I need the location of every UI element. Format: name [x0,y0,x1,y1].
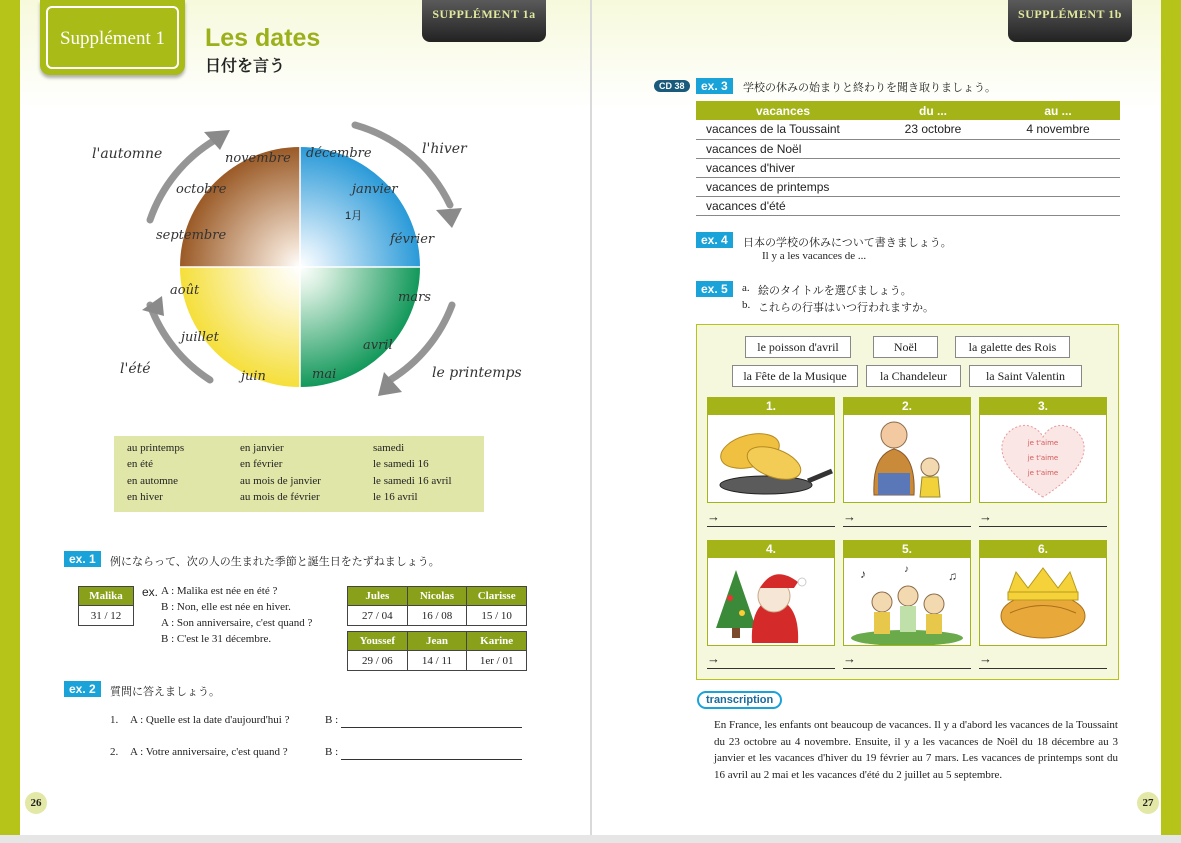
month-fevrier: février [390,232,435,247]
answer-line-2[interactable] [843,509,971,527]
question-2-number: 2. [110,746,119,758]
month-juillet: juillet [181,330,219,345]
person-name: Karine [467,632,527,651]
vacation-end[interactable] [996,196,1120,215]
ex1-instruction: 例にならって、次の人の生まれた季節と誕生日をたずねましょう。 [110,556,440,568]
supplement-tab-1a: SUPPLÉMENT 1a [422,0,546,42]
cd-track-badge: CD 38 [654,80,690,92]
example-date: 31 / 12 [79,606,134,626]
season-autumn: l'automne [92,146,163,162]
arrow-5: → [843,651,856,666]
question-1-text: A : Quelle est la date d'aujourd'hui ? [130,714,290,726]
expr-0-0: au printemps [127,442,185,454]
vacation-name: vacances d'été [696,196,870,215]
vacation-start[interactable] [870,158,996,177]
svg-text:♪: ♪ [904,564,909,575]
table-row [696,196,1120,215]
ex3-label: ex. 3 [696,78,733,94]
person-date: 15 / 10 [467,606,527,626]
arrow-4: → [707,651,720,666]
ex5-b-marker: b. [742,299,751,311]
ex5-a-instruction: 絵のタイトルを選びましょう。 [758,285,912,297]
example-name: Malika [79,587,134,606]
expr-1-1: en février [240,458,283,470]
ex2-instruction: 質問に答えましょう。 [110,686,220,698]
expr-1-0: en été [127,458,153,470]
picture-card-6 [979,540,1107,646]
vacation-start[interactable] [870,139,996,158]
page-number-left: 26 [25,792,47,814]
crepe-pan-illustration [708,415,834,502]
month-janvier: janvier [352,182,398,197]
ex4-instruction: 日本の学校の休みについて書きましょう。 [743,237,952,249]
people-table-row1 [347,586,527,626]
dialogue-line-3: A : Son anniversaire, c'est quand ? [161,617,313,629]
expr-2-1: au mois de janvier [240,475,321,487]
month-octobre: octobre [176,182,227,197]
title-option-chandeleur[interactable]: la Chandeleur [866,365,961,387]
question-2-b: B : [325,746,339,758]
answer-line-1[interactable] [341,727,522,728]
person-date: 14 / 11 [407,651,467,671]
answer-line-4[interactable] [707,651,835,669]
month-mai: mai [312,367,337,382]
expr-1-2: le samedi 16 [373,458,429,470]
ex1-label: ex. 1 [64,551,101,567]
arrow-2: → [843,509,856,524]
ex5-a-marker: a. [742,282,750,294]
vacation-name: vacances de la Toussaint [696,120,870,139]
vacation-end[interactable] [996,139,1120,158]
season-summer: l'été [120,361,151,377]
picture-card-1 [707,397,835,503]
question-1-b: B : [325,714,339,726]
title-option-galette-des-rois[interactable]: la galette des Rois [955,336,1070,358]
supplement-label: Supplément 1 [59,28,166,49]
vacation-end[interactable] [996,158,1120,177]
person-name: Youssef [348,632,408,651]
person-name: Nicolas [407,587,467,606]
person-date: 27 / 04 [348,606,408,626]
title-option-saint-valentin[interactable]: la Saint Valentin [969,365,1082,387]
month-juin: juin [241,369,266,384]
picture-number: 6. [980,541,1106,558]
ex2-label: ex. 2 [64,681,101,697]
page-title: Les dates [205,24,321,52]
january-kanji-label: 1月 [345,210,363,222]
expr-0-2: samedi [373,442,405,454]
right-margin-bar [1161,0,1181,835]
heart-text: je t'aime [1027,469,1059,477]
santa-tree-illustration [708,558,834,645]
arrow-1: → [707,509,720,524]
picture-card-5 [843,540,971,646]
expr-3-0: en hiver [127,491,163,503]
month-mars: mars [398,290,431,305]
heart-illustration [980,415,1106,502]
ex4-prompt: Il y a les vacances de ... [762,250,867,262]
page-subtitle: 日付を言う [205,58,286,75]
svg-text:♪: ♪ [860,567,866,581]
expr-3-1: au mois de février [240,491,320,503]
picture-number: 3. [980,398,1106,415]
vacation-table [696,101,1120,216]
month-aout: août [170,283,200,298]
ex5-b-instruction: これらの行事はいつ行われますか。 [758,302,934,314]
page-number-right: 27 [1137,792,1159,814]
question-2-text: A : Votre anniversaire, c'est quand ? [130,746,288,758]
header-du: du ... [870,101,996,120]
answer-line-1[interactable] [707,509,835,527]
title-option-noel[interactable]: Noël [873,336,938,358]
picture-number: 1. [708,398,834,415]
month-decembre: décembre [306,146,372,161]
vacation-start: 23 octobre [870,120,996,139]
expr-2-2: le samedi 16 avril [373,475,452,487]
person-name: Jules [348,587,408,606]
table-row [696,139,1120,158]
arrow-3: → [979,509,992,524]
transcription-text: En France, les enfants ont beaucoup de vacances. Il y a d'abord les vacances de la Toussaint du 23 octobre au 4 novembre. Ensuite, il y a les vacances de Noël du 18 décembre au 3 janvier et les vacances d'hiver du 19 février au 7 mars. Les vacances de printemps sont du 16 avril au 2 mai et les vacances d'été du 2 juillet au 5 septembre. [714,719,1118,781]
people-table-row2 [347,631,527,671]
picture-number: 5. [844,541,970,558]
title-option-fete-de-la-musique[interactable]: la Fête de la Musique [732,365,858,387]
table-row [696,158,1120,177]
galette-crown-illustration [980,558,1106,645]
vacation-name: vacances de Noël [696,139,870,158]
title-option-poisson-davril[interactable]: le poisson d'avril [745,336,851,358]
arrow-6: → [979,651,992,666]
header-vacances: vacances [696,101,870,120]
answer-line-3[interactable] [979,509,1107,527]
supplement-label-box [40,0,185,75]
heart-text: je t'aime [1027,439,1059,447]
expr-3-2: le 16 avril [373,491,418,503]
singing-children-illustration [844,558,970,645]
heart-text: je t'aime [1027,454,1059,462]
person-name: Clarisse [467,587,527,606]
vacation-name: vacances de printemps [696,177,870,196]
ex5-label: ex. 5 [696,281,733,297]
question-1-number: 1. [110,714,119,726]
picture-card-3 [979,397,1107,503]
example-name-table [78,586,134,626]
vacation-end[interactable] [996,177,1120,196]
month-septembre: septembre [156,228,227,243]
vacation-end: 4 novembre [996,120,1120,139]
supplement-tab-1b: SUPPLÉMENT 1b [1008,0,1132,42]
ex5-panel [696,324,1119,680]
person-date: 29 / 06 [348,651,408,671]
vacation-start[interactable] [870,196,996,215]
person-date: 16 / 08 [407,606,467,626]
left-margin-bar [0,0,20,835]
vacation-name: vacances d'hiver [696,158,870,177]
dialogue-line-2: B : Non, elle est née en hiver. [161,601,291,613]
season-winter: l'hiver [422,141,467,157]
picture-number: 4. [708,541,834,558]
answer-line-2[interactable] [341,759,522,760]
dialogue-line-1: A : Malika est née en été ? [161,585,278,597]
example-prefix: ex. [142,585,159,599]
svg-text:♫: ♫ [948,569,957,583]
header-au: au ... [996,101,1120,120]
picture-card-2 [843,397,971,503]
month-novembre: novembre [225,151,291,166]
answer-line-6[interactable] [979,651,1107,669]
month-avril: avril [363,338,393,353]
table-row [696,177,1120,196]
expr-0-1: en janvier [240,442,284,454]
picture-number: 2. [844,398,970,415]
picture-card-4 [707,540,835,646]
table-row [696,120,1120,139]
bottom-strip [0,835,1181,843]
season-spring: le printemps [432,365,522,381]
expr-2-0: en automne [127,475,179,487]
dialogue-line-4: B : C'est le 31 décembre. [161,633,272,645]
right-page [592,0,1181,843]
adult-child-illustration [844,415,970,502]
transcription-label: transcription [697,691,782,709]
answer-line-5[interactable] [843,651,971,669]
expressions-box [114,436,484,512]
ex4-label: ex. 4 [696,232,733,248]
ex3-instruction: 学校の休みの始まりと終わりを聞き取りましょう。 [743,82,996,94]
person-date: 1er / 01 [467,651,527,671]
vacation-start[interactable] [870,177,996,196]
person-name: Jean [407,632,467,651]
